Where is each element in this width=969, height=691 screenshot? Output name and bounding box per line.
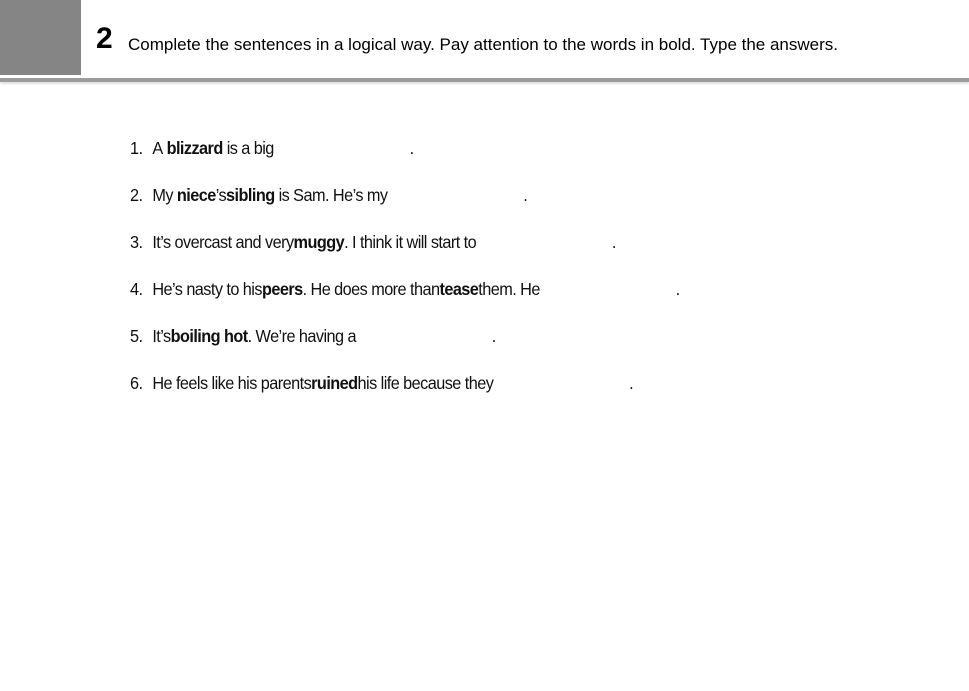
question-text: He’s nasty to his xyxy=(152,279,262,299)
bold-keyword: boiling hot xyxy=(170,326,248,346)
question-item xyxy=(130,138,680,185)
bold-keyword: blizzard xyxy=(166,138,223,158)
question-text: . I think it will start to xyxy=(344,232,477,252)
question-text: It’s xyxy=(152,326,171,346)
question-text: My xyxy=(152,185,173,205)
answer-input-3[interactable] xyxy=(478,233,610,253)
question-item xyxy=(130,185,680,232)
question-text: . We’re having a xyxy=(247,326,357,346)
exercise-header xyxy=(81,0,969,78)
question-item xyxy=(130,326,680,373)
sentence-end: . xyxy=(611,232,616,252)
question-text: ’s xyxy=(215,185,227,205)
sentence-end: . xyxy=(409,138,414,158)
bold-keyword: niece xyxy=(176,185,216,205)
exercise-number: 2 xyxy=(96,22,113,55)
answer-input-4[interactable] xyxy=(542,280,674,300)
question-number: 3. xyxy=(130,232,143,252)
answer-input-5[interactable] xyxy=(358,327,490,347)
question-text: A xyxy=(152,138,163,158)
question-text: is a big xyxy=(226,138,274,158)
question-text: He feels like his parents xyxy=(152,373,312,393)
question-number: 1. xyxy=(130,138,143,158)
answer-input-6[interactable] xyxy=(495,374,627,394)
question-item xyxy=(130,373,680,420)
question-item xyxy=(130,279,680,326)
question-text: his life because they xyxy=(357,373,494,393)
sentence-end: . xyxy=(491,326,496,346)
answer-input-1[interactable] xyxy=(276,139,408,159)
question-text: It’s overcast and very xyxy=(152,232,294,252)
bold-keyword: ruined xyxy=(311,373,358,393)
header-divider xyxy=(0,78,969,82)
question-item xyxy=(130,232,680,279)
question-text: them. He xyxy=(478,279,540,299)
bold-keyword: peers xyxy=(261,279,303,299)
sentence-end: . xyxy=(629,373,634,393)
question-number: 4. xyxy=(130,279,143,299)
sentence-end: . xyxy=(675,279,680,299)
question-number: 6. xyxy=(130,373,143,393)
sentence-end: . xyxy=(523,185,528,205)
exercise-instruction: Complete the sentences in a logical way. Pay attention to the words in bold. Type the answers. xyxy=(128,35,838,54)
bold-keyword: sibling xyxy=(226,185,275,205)
question-text: . He does more than xyxy=(302,279,440,299)
answer-input-2[interactable] xyxy=(389,186,521,206)
bold-keyword: tease xyxy=(439,279,479,299)
corner-accent-block xyxy=(0,0,81,75)
question-number: 5. xyxy=(130,326,143,346)
question-list xyxy=(130,138,721,420)
question-number: 2. xyxy=(130,185,143,205)
question-text: is Sam. He’s my xyxy=(278,185,388,205)
bold-keyword: muggy xyxy=(293,232,345,252)
